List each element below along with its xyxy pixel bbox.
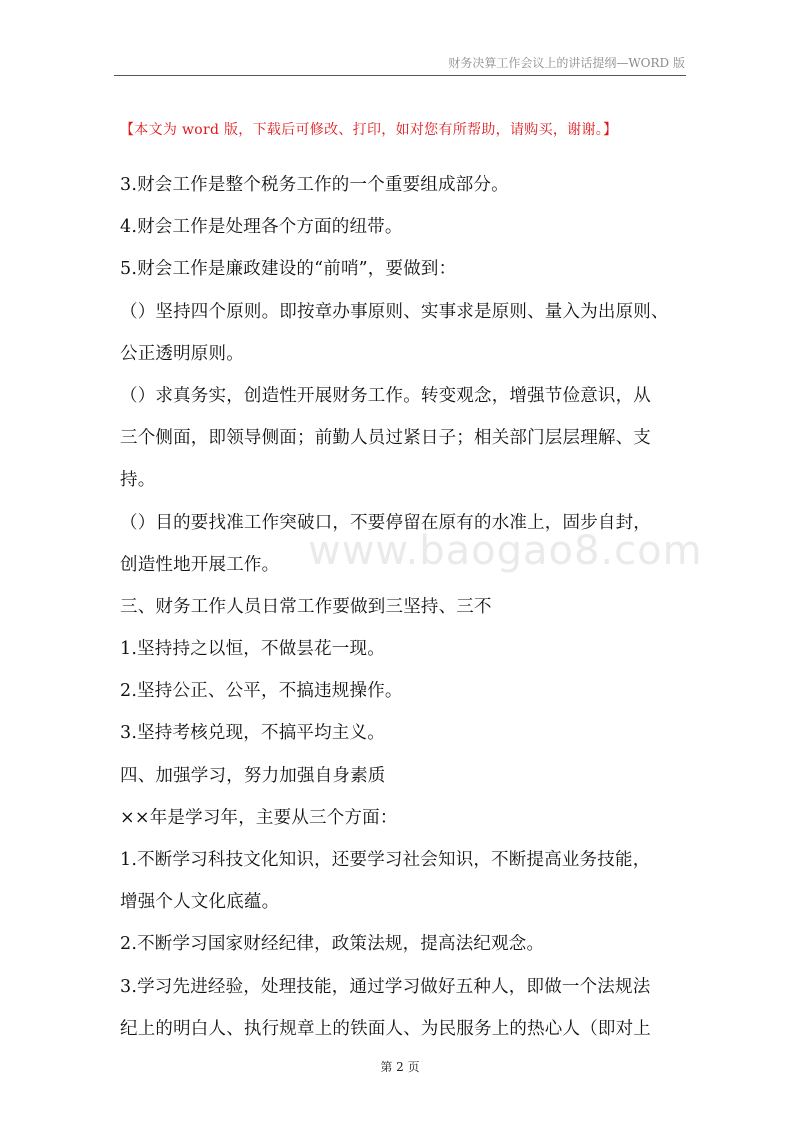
body-line: 2.坚持公正、公平，不搞违规操作。 bbox=[120, 681, 403, 702]
watermark: www.baogao8.com bbox=[308, 528, 703, 574]
body-line: 4.财会工作是处理各个方面的纽带。 bbox=[120, 217, 403, 238]
body-line: 3.坚持考核兑现，不搞平均主义。 bbox=[120, 723, 385, 744]
body-line: 5.财会工作是廉政建设的“前哨”，要做到： bbox=[120, 259, 457, 280]
body-line: （）目的要找准工作突破口，不要停留在原有的水准上，固步自封， bbox=[120, 512, 651, 533]
body-line: 三个侧面，即领导侧面；前勤人员过紧日子；相关部门层层理解、支 bbox=[120, 428, 651, 449]
body-text bbox=[120, 164, 688, 1050]
section-heading: 三、财务工作人员日常工作要做到三坚持、三不 bbox=[120, 596, 492, 617]
body-line: ××年是学习年，主要从三个方面： bbox=[120, 807, 398, 828]
running-header: 财务决算工作会议上的讲话提纲—WORD 版 bbox=[448, 56, 685, 70]
header-divider bbox=[114, 75, 686, 76]
body-line: 增强个人文化底蕴。 bbox=[120, 892, 280, 913]
body-line: 创造性地开展工作。 bbox=[120, 554, 280, 575]
body-line: （）坚持四个原则。即按章办事原则、实事求是原则、量入为出原则、 bbox=[120, 301, 669, 322]
body-line: 公正透明原则。 bbox=[120, 343, 244, 364]
body-line: （）求真务实，创造性开展财务工作。转变观念，增强节俭意识，从 bbox=[120, 385, 651, 406]
body-line: 持。 bbox=[120, 470, 156, 491]
body-line: 1.坚持持之以恒，不做昙花一现。 bbox=[120, 639, 385, 660]
download-notice: 【本文为 word 版，下载后可修改、打印，如对您有所帮助，请购买，谢谢。】 bbox=[120, 122, 618, 138]
body-line: 3.学习先进经验，处理技能，通过学习做好五种人，即做一个法规法 bbox=[120, 976, 651, 997]
body-line: 纪上的明白人、执行规章上的铁面人、为民服务上的热心人（即对上 bbox=[120, 1018, 651, 1039]
body-line: 2.不断学习国家财经纪律，政策法规，提高法纪观念。 bbox=[120, 934, 545, 955]
section-heading: 四、加强学习，努力加强自身素质 bbox=[120, 765, 386, 786]
body-line: 3.财会工作是整个税务工作的一个重要组成部分。 bbox=[120, 175, 509, 195]
page-number: 第 2 页 bbox=[380, 1060, 420, 1074]
body-line: 1.不断学习科技文化知识，还要学习社会知识，不断提高业务技能， bbox=[120, 850, 651, 870]
